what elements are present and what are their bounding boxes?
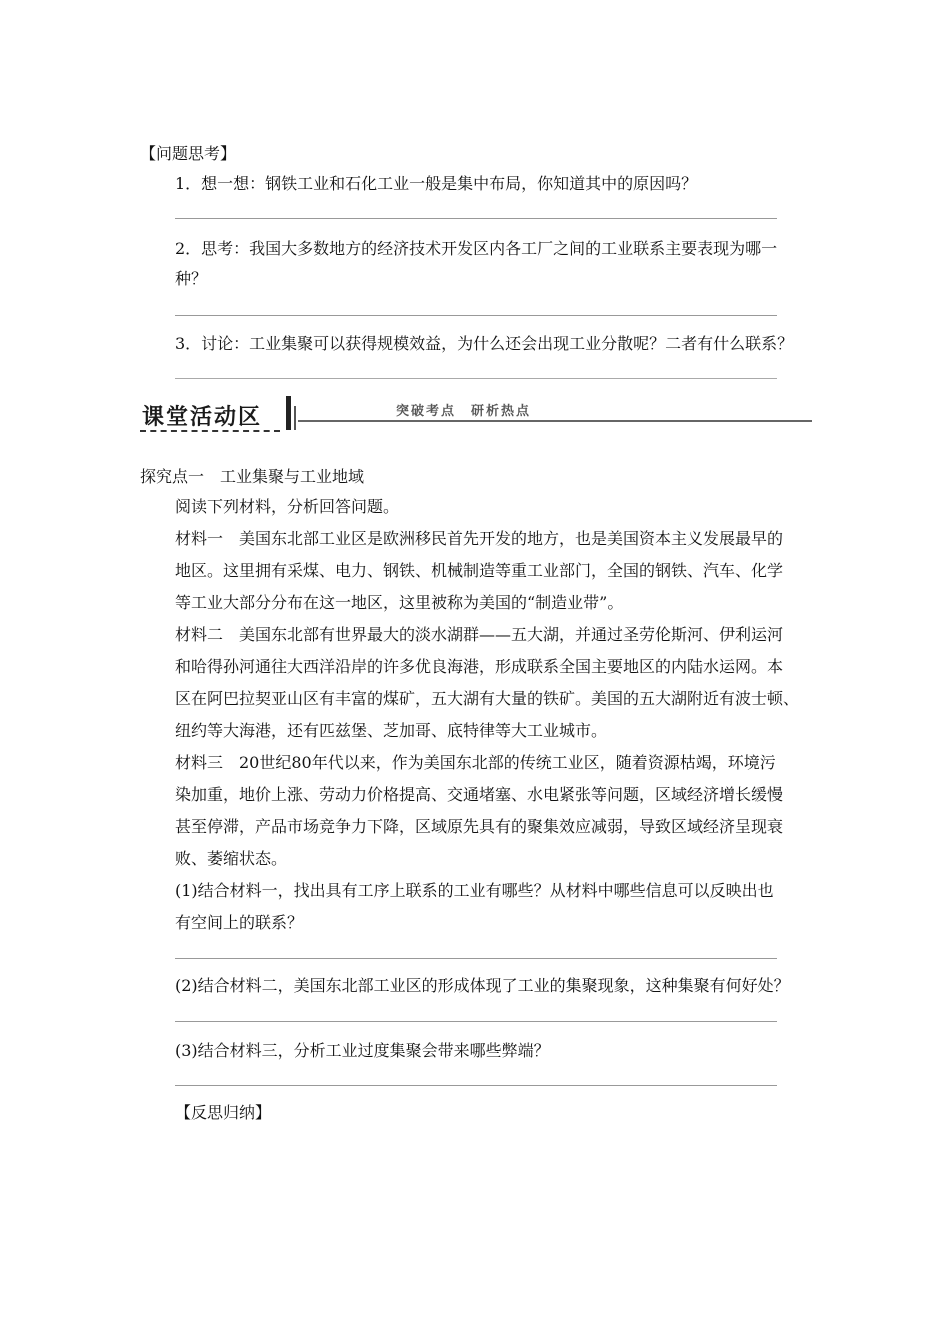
material-3-line-2: 染加重，地价上涨、劳动力价格提高、交通堵塞、水电紧张等问题，区域经济增长缓慢 [175, 785, 784, 804]
banner-divider-bar-thin [294, 406, 296, 430]
prompt-3: (3)结合材料三，分析工业过度集聚会带来哪些弊端？ [175, 1041, 550, 1060]
material-3-line-4: 败、萎缩状态。 [175, 849, 288, 868]
prompt-2: (2)结合材料二，美国东北部工业区的形成体现了工业的集聚现象，这种集聚有何好处？ [175, 976, 790, 995]
question-3: 3．讨论：工业集聚可以获得规模效益，为什么还会出现工业分散呢？二者有什么联系？ [175, 334, 794, 353]
material-1-line-3: 等工业大部分分布在这一地区，这里被称为美国的“制造业带”。 [175, 593, 624, 612]
banner-rule [298, 420, 812, 422]
answer-line-1[interactable] [175, 218, 777, 219]
answer-line-p1[interactable] [175, 958, 777, 959]
explore-heading: 探究点一 工业集聚与工业地域 [140, 467, 365, 486]
answer-line-p3[interactable] [175, 1085, 777, 1086]
banner-divider-bar [286, 396, 291, 430]
answer-line-p2[interactable] [175, 1021, 777, 1022]
material-2-line-3: 区在阿巴拉契亚山区有丰富的煤矿，五大湖有大量的铁矿。美国的五大湖附近有波士顿、 [175, 689, 800, 708]
material-1-line-1: 材料一 美国东北部工业区是欧洲移民首先开发的地方，也是美国资本主义发展最早的 [175, 529, 784, 548]
prompt-1-line-1: (1)结合材料一，找出具有工序上联系的工业有哪些？从材料中哪些信息可以反映出也 [175, 881, 774, 900]
material-2-line-4: 纽约等大海港，还有匹兹堡、芝加哥、底特律等大工业城市。 [175, 721, 608, 740]
section-banner [140, 392, 812, 434]
answer-line-3[interactable] [175, 378, 777, 379]
question-1: 1．想一想：钢铁工业和石化工业一般是集中布局，你知道其中的原因吗？ [175, 174, 698, 193]
question-2-line-2: 种？ [175, 269, 208, 288]
explore-intro: 阅读下列材料，分析回答问题。 [175, 497, 400, 516]
banner-title: 课堂活动区 [142, 405, 263, 430]
question-2-line-1: 2．思考：我国大多数地方的经济技术开发区内各工厂之间的工业联系主要表现为哪一 [175, 239, 778, 258]
reflect-heading: 【反思归纳】 [175, 1103, 272, 1122]
question-section-heading: 【问题思考】 [140, 144, 237, 163]
banner-dashed-underline [140, 430, 280, 432]
material-3-line-3: 甚至停滞，产品市场竞争力下降，区域原先具有的聚集效应减弱，导致区域经济呈现衰 [175, 817, 784, 836]
banner-subtitle: 突破考点 研析热点 [396, 404, 532, 419]
material-2-line-1: 材料二 美国东北部有世界最大的淡水湖群——五大湖，并通过圣劳伦斯河、伊利运河 [175, 625, 784, 644]
answer-line-2[interactable] [175, 315, 777, 316]
material-3-line-1: 材料三 20世纪80年代以来，作为美国东北部的传统工业区，随着资源枯竭，环境污 [175, 753, 776, 772]
prompt-1-line-2: 有空间上的联系？ [175, 913, 304, 932]
material-2-line-2: 和哈得孙河通往大西洋沿岸的许多优良海港，形成联系全国主要地区的内陆水运网。本 [175, 657, 784, 676]
material-1-line-2: 地区。这里拥有采煤、电力、钢铁、机械制造等重工业部门，全国的钢铁、汽车、化学 [175, 561, 784, 580]
